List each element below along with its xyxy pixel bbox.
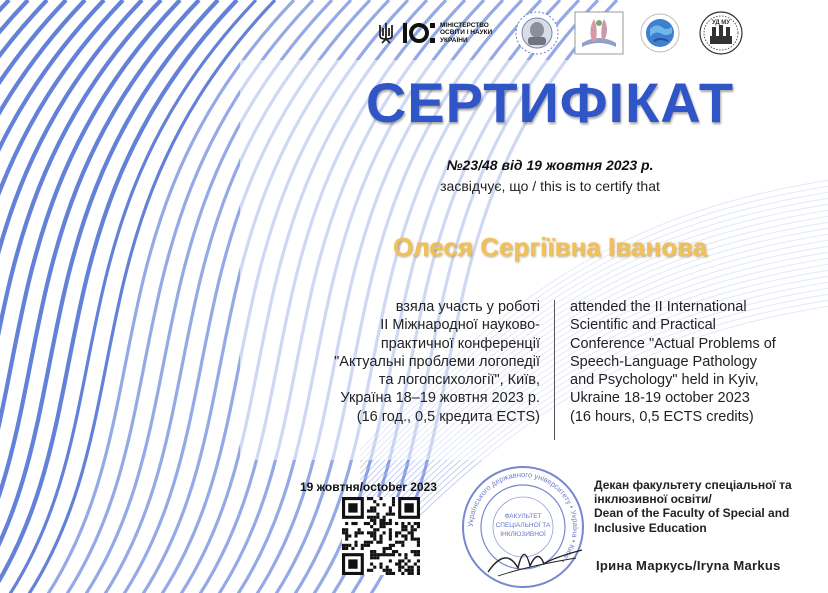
library-logo-icon: [696, 10, 746, 56]
dean-line: інклюзивної освіти/: [594, 492, 712, 507]
ua-line: (16 год., 0,5 кредита ECTS): [356, 408, 540, 425]
certificate-title: СЕРТИФІКАТ: [365, 71, 735, 134]
english-description: [570, 298, 826, 426]
en-line: attended the II International: [570, 299, 747, 315]
dean-title: [594, 478, 826, 535]
ukrainian-description: [270, 298, 540, 426]
dean-line: Inclusive Education: [594, 520, 707, 535]
ministry-logo-icon: [378, 22, 504, 45]
recipient-name: Олеся Сергіївна Іванова: [393, 232, 707, 262]
trident-icon: [378, 22, 394, 44]
stamp-center-line: СПЕЦІАЛЬНОЇ ТА: [495, 522, 551, 529]
stamp-center-line: ФАКУЛЬТЕТ: [504, 513, 542, 520]
en-line: Scientific and Practical: [570, 317, 716, 334]
qr-code-icon[interactable]: [342, 497, 420, 575]
dean-line: Декан факультету спеціальної та: [594, 478, 792, 492]
en-line: (16 hours, 0,5 ECTS credits): [570, 408, 754, 425]
column-divider: [554, 300, 555, 440]
ua-line: практичної конференції: [380, 335, 540, 352]
ua-line: ІІ Міжнародної науково-: [380, 317, 540, 334]
en-line: and Psychology" held in Kyiv,: [570, 372, 759, 389]
globe-logo-icon: [636, 11, 684, 55]
logo-bar: [378, 8, 746, 58]
certificate-number: №23/48 від 19 жовтня 2023 р.: [446, 157, 654, 173]
certify-text: засвідчує, що / this is to certify that: [440, 178, 660, 194]
university-emblem-icon: [514, 10, 560, 56]
ua-line: Україна 18–19 жовтня 2023 р.: [340, 390, 540, 407]
library-logo-text: УД МУ: [711, 20, 731, 26]
dean-name: Ірина Маркусь/Iryna Markus: [596, 558, 781, 573]
stamp-ring-text: Українського державного університету • Україна • Київ •: [465, 469, 581, 565]
en-line: Speech-Language Pathology: [570, 353, 758, 370]
ua-line: взяла участь у роботі: [395, 299, 540, 315]
ministry-name: МІНІСТЕРСТВО ОСВІТИ І НАУКИ УКРАЇНИ: [440, 21, 493, 44]
ua-line: "Актуальні проблеми логопедії: [334, 353, 540, 370]
en-line: Conference "Actual Problems of: [570, 335, 776, 352]
ua-line: та логопсихології", Київ,: [378, 372, 540, 389]
ministry-mark-icon: [402, 22, 436, 44]
faculty-logo-icon: [574, 11, 624, 55]
stamp-center-line: ІНКЛЮЗИВНОЇ: [500, 531, 546, 538]
dean-line: Dean of the Faculty of Special and: [594, 506, 790, 521]
official-stamp-icon: [458, 462, 588, 592]
en-line: Ukraine 18-19 october 2023: [570, 390, 750, 407]
issue-date: 19 жовтня/october 2023: [300, 480, 437, 494]
